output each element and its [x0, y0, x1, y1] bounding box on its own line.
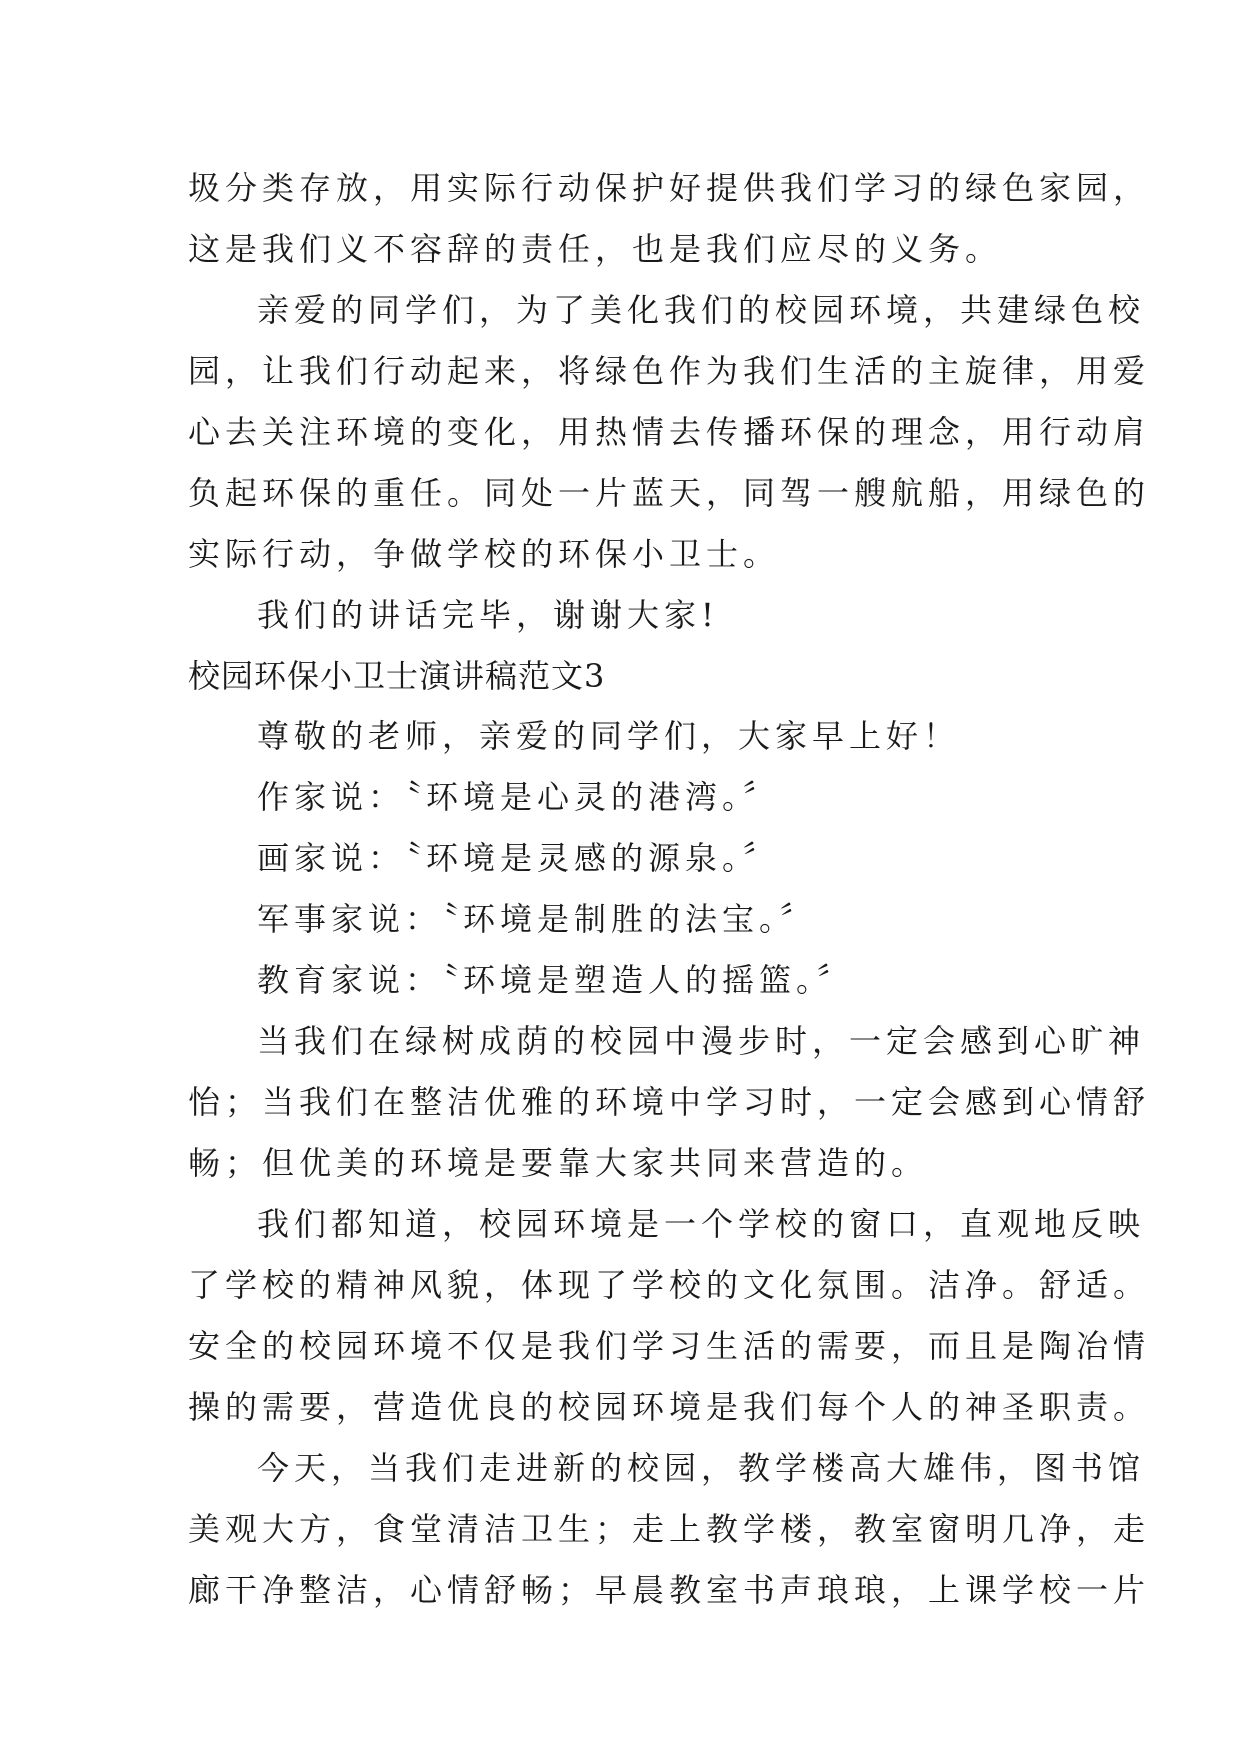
text-line: 实际行动，争做学校的环保小卫士。	[188, 535, 781, 573]
text-line: 怡；当我们在整洁优雅的环境中学习时，一定会感到心情舒	[188, 1083, 1151, 1121]
text-line: 亲爱的同学们，为了美化我们的校园环境，共建绿色校	[257, 291, 1146, 329]
text-line: 当我们在绿树成荫的校园中漫步时，一定会感到心旷神	[257, 1022, 1146, 1060]
document-body	[188, 158, 1151, 1621]
text-line: 我们的讲话完毕，谢谢大家!	[257, 596, 719, 634]
text-line: 园，让我们行动起来，将绿色作为我们生活的主旋律，用爱	[188, 352, 1151, 390]
text-line: 心去关注环境的变化，用热情去传播环保的理念，用行动肩	[188, 413, 1151, 451]
text-line: 畅；但优美的环境是要靠大家共同来营造的。	[188, 1144, 929, 1182]
text-line: 画家说：〝环境是灵感的源泉。〞	[257, 839, 781, 877]
text-line: 这是我们义不容辞的责任，也是我们应尽的义务。	[188, 230, 1003, 268]
text-line: 我们都知道，校园环境是一个学校的窗口，直观地反映	[257, 1205, 1146, 1243]
text-line: 负起环保的重任。同处一片蓝天，同驾一艘航船，用绿色的	[188, 474, 1151, 512]
text-line: 军事家说：〝环境是制胜的法宝。〞	[257, 900, 818, 938]
text-line: 尊敬的老师，亲爱的同学们，大家早上好！	[257, 717, 961, 755]
text-line: 了学校的精神风貌，体现了学校的文化氛围。洁净。舒适。	[188, 1266, 1151, 1304]
text-line: 圾分类存放，用实际行动保护好提供我们学习的绿色家园，	[188, 169, 1151, 207]
text-line: 作家说：〝环境是心灵的港湾。〞	[257, 778, 781, 816]
section-heading: 校园环保小卫士演讲稿范文3	[188, 657, 606, 695]
text-line: 教育家说：〝环境是塑造人的摇篮。〞	[257, 961, 855, 999]
text-line: 安全的校园环境不仅是我们学习生活的需要，而且是陶冶情	[188, 1327, 1151, 1365]
text-line: 今天，当我们走进新的校园，教学楼高大雄伟，图书馆	[257, 1449, 1146, 1487]
text-line: 廊干净整洁，心情舒畅；早晨教室书声琅琅，上课学校一片	[188, 1571, 1151, 1609]
text-line: 操的需要，营造优良的校园环境是我们每个人的神圣职责。	[188, 1388, 1151, 1426]
text-line: 美观大方，食堂清洁卫生；走上教学楼，教室窗明几净，走	[188, 1510, 1151, 1548]
